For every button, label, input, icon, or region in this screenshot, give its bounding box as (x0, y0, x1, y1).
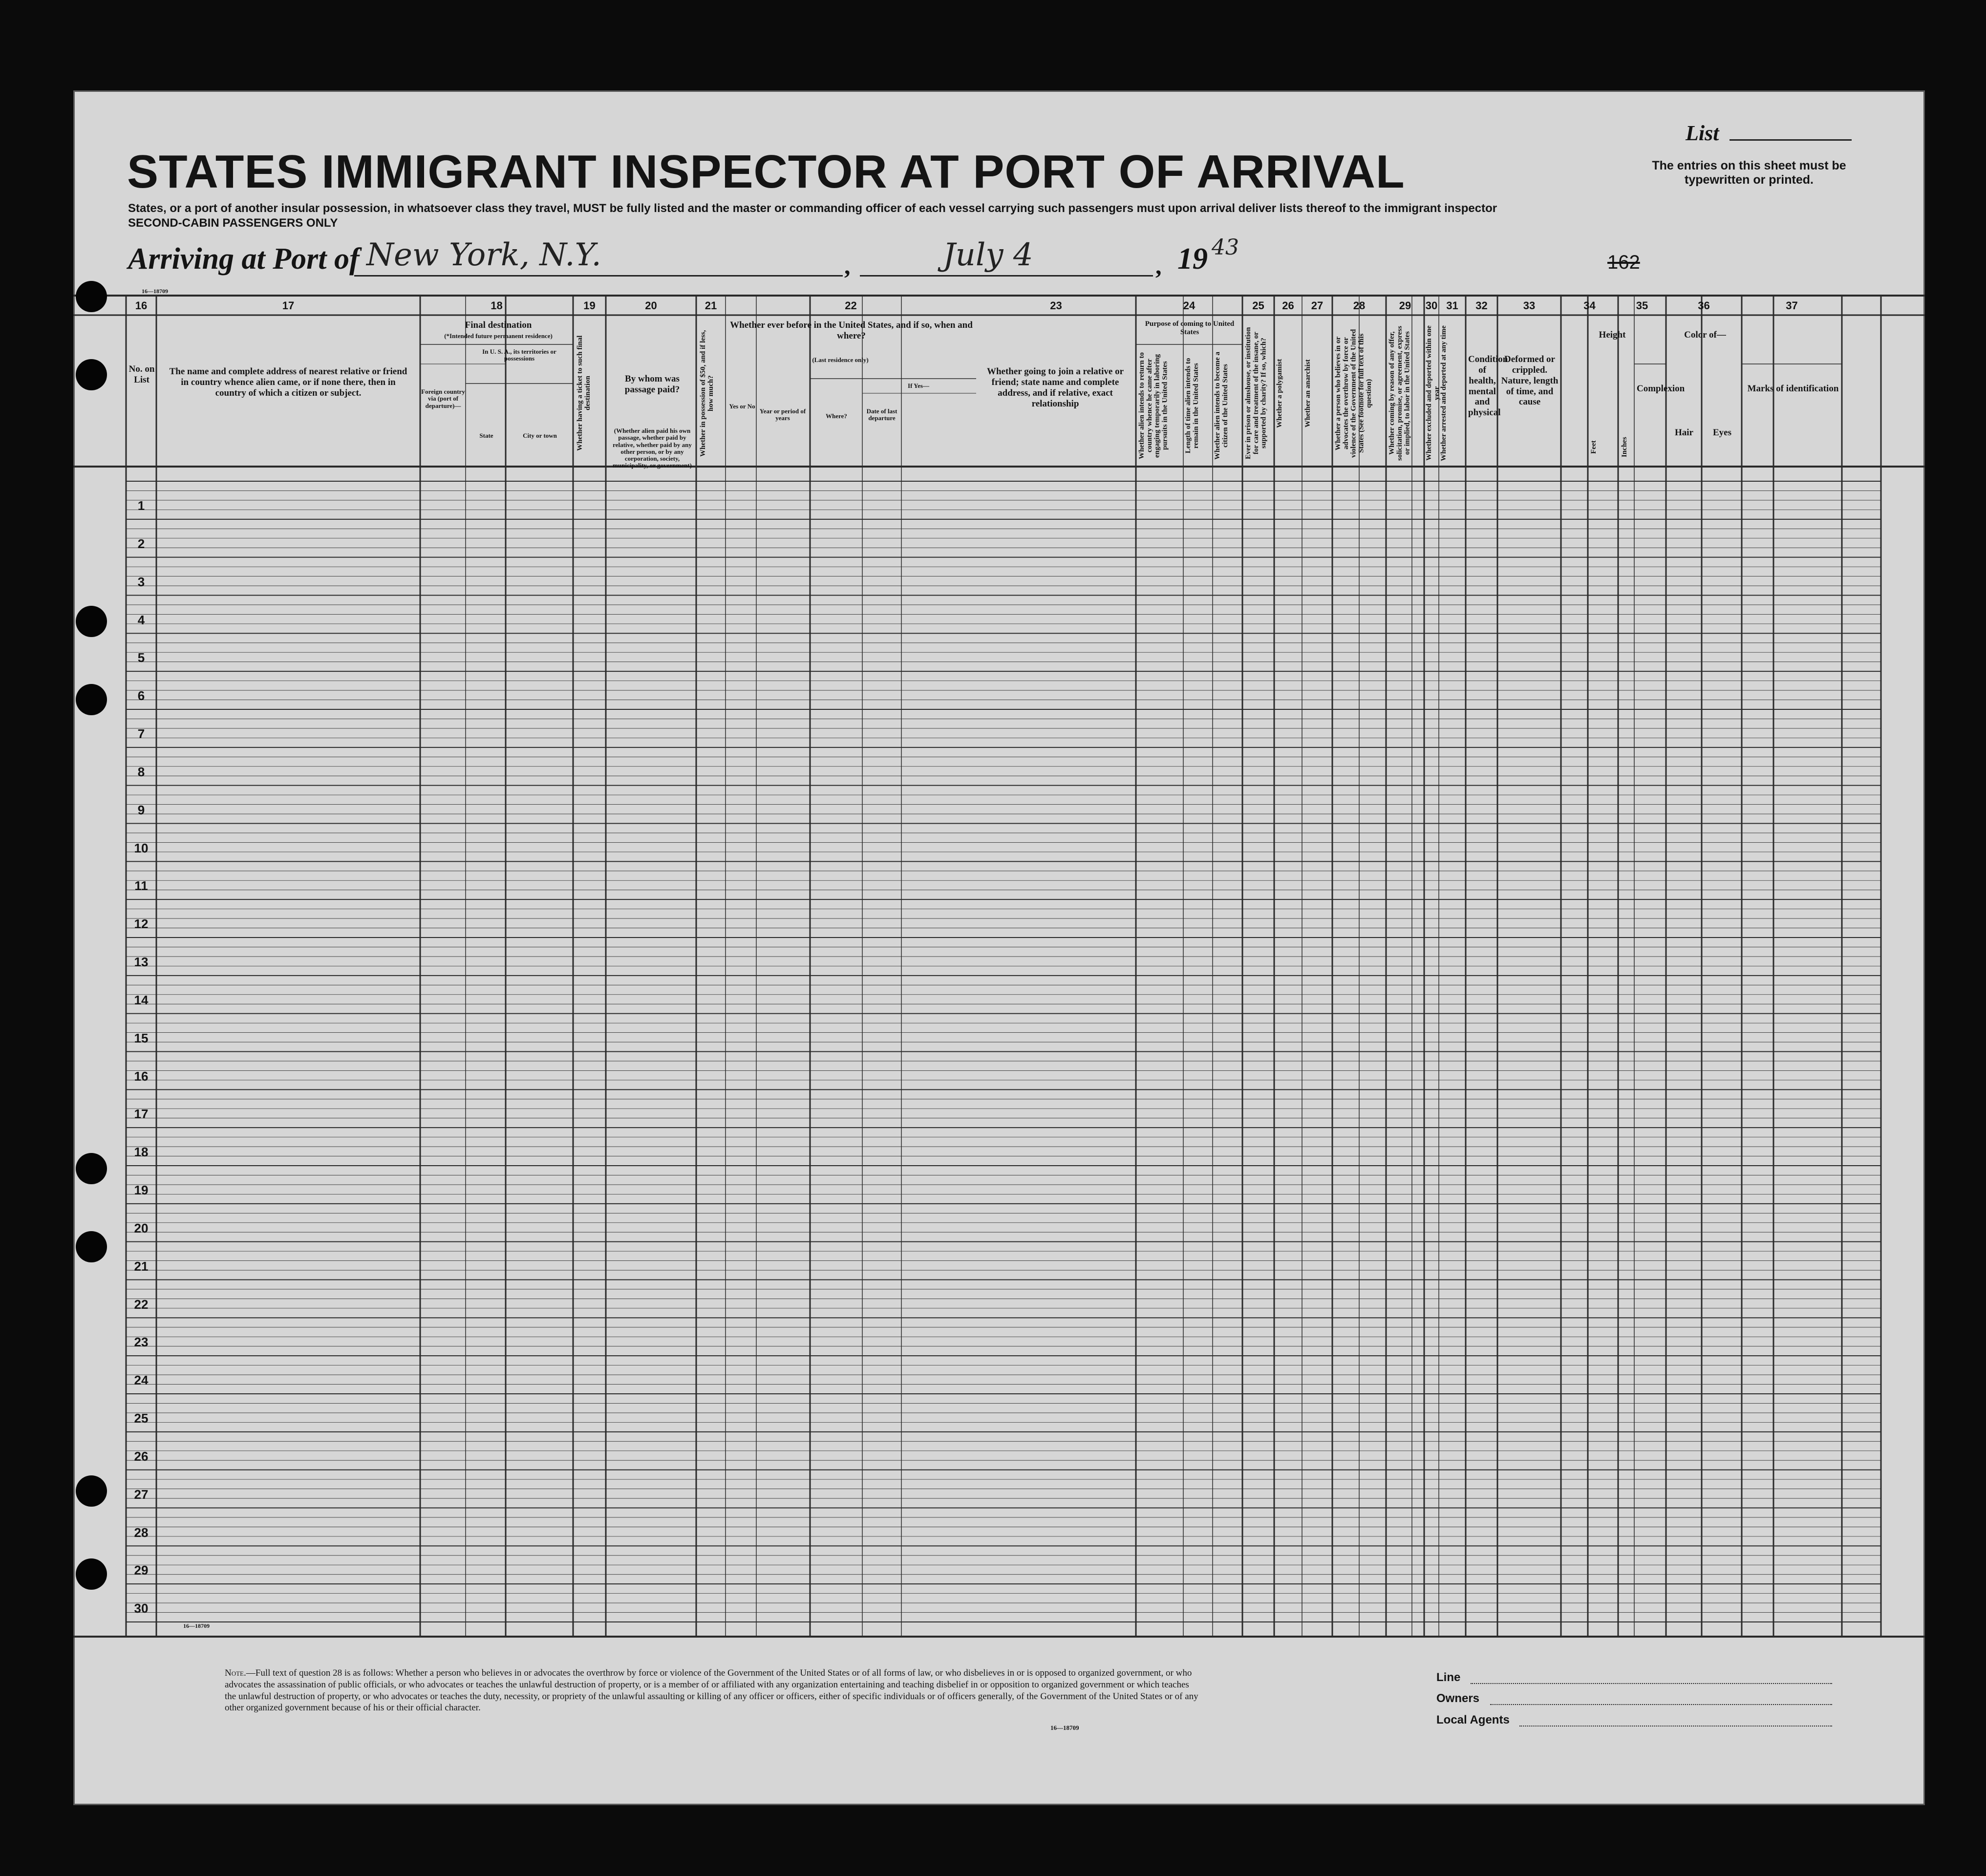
form-code-footer: 16—18709 (1050, 1724, 1079, 1731)
col34-inches: Inches (1621, 437, 1628, 457)
row-number: 18 (134, 1145, 149, 1160)
col17-header: The name and complete address of nearest relative or friend in country whence alien came, or if none there, then in country of which a citizen or subject. (169, 366, 407, 398)
punch-hole (76, 606, 107, 637)
row-number: 8 (137, 764, 145, 779)
list-line (1730, 139, 1852, 141)
col20-header: By whom was passage paid? (624, 374, 680, 395)
row-number: 21 (134, 1258, 149, 1274)
column-number-24: 24 (1183, 299, 1196, 312)
col22-ifyes: If Yes— (908, 382, 929, 389)
punch-hole (76, 1558, 107, 1590)
col18-header: Final destination (465, 320, 532, 330)
instruction-text: States, or a port of another insular possession, in whatsoever class they travel, MUST be fully listed and the master or commanding officer of each vessel carrying such passengers must upon arrival deliver lists thereof to the immigrant inspector (128, 202, 1497, 215)
comma-2: , (1155, 252, 1162, 279)
port-handwritten: New York, N.Y. (366, 237, 601, 273)
row-number: 1 (137, 498, 145, 513)
row-number: 24 (134, 1373, 149, 1388)
col29-header: Whether coming by reason of any offer, solicitation, promise, or agreement, express or implied, to labor in the United States (1388, 326, 1411, 461)
col22-yesno: Yes or No (729, 403, 755, 410)
owners-label: Owners (1436, 1692, 1480, 1705)
col24-header: Purpose of coming to United States (1145, 320, 1235, 336)
column-number-16: 16 (135, 299, 148, 312)
punch-hole (76, 281, 107, 312)
column-number-30: 30 (1425, 299, 1438, 312)
form-code-top: 16—18709 (142, 288, 168, 295)
column-number-21: 21 (705, 299, 717, 312)
column-number-18: 18 (491, 299, 503, 312)
column-number-37: 37 (1786, 299, 1798, 312)
col33-header: Deformed or crippled. Nature, length of time, and cause (1501, 354, 1559, 407)
punch-hole (76, 1153, 107, 1184)
col18-usa: In U. S. A., its territories or possessions (482, 348, 556, 362)
list-label: List (1686, 121, 1719, 145)
row-number: 6 (137, 688, 145, 704)
row-number: 22 (134, 1297, 149, 1312)
col37-header: Marks of identification (1747, 384, 1839, 394)
col22-subheader: (Last residence only) (812, 356, 869, 363)
col20-subheader: (Whether alien paid his own passage, whether paid by relative, whether paid by any other person, or by any corporation, society, municipality, or government) (613, 427, 692, 469)
column-number-35: 35 (1636, 299, 1648, 312)
col16-header: No. on List (128, 364, 155, 385)
row-number: 10 (134, 840, 149, 855)
col36-header: Color of— (1684, 330, 1726, 340)
row-number: 13 (134, 955, 149, 970)
column-number-36: 36 (1698, 299, 1710, 312)
column-number-22: 22 (845, 299, 857, 312)
column-number-19: 19 (583, 299, 596, 312)
year-handwritten: 43 (1212, 235, 1239, 260)
row-number: 25 (134, 1411, 149, 1426)
form-code-bottom: 16—18709 (183, 1622, 210, 1629)
column-number-25: 25 (1252, 299, 1264, 312)
column-number-17: 17 (282, 299, 295, 312)
column-number-20: 20 (645, 299, 657, 312)
local-agents-label: Local Agents (1436, 1713, 1510, 1727)
col34-header: Height (1599, 330, 1626, 340)
row-number: 15 (134, 1030, 149, 1045)
row-number: 19 (134, 1183, 149, 1198)
comma-1: , (844, 252, 851, 279)
column-number-31: 31 (1446, 299, 1458, 312)
row-number: 26 (134, 1449, 149, 1464)
arriving-label: Arriving at Port of (128, 242, 360, 276)
row-number: 2 (137, 536, 145, 551)
row-number: 14 (134, 992, 149, 1007)
column-number-27: 27 (1311, 299, 1324, 312)
col25-header: Ever in prison or almshouse, or institution for care and treatment of the insane, or supported by charity? If so, which? (1244, 327, 1268, 460)
col30-header: Whether excluded and deported within one year (1425, 325, 1441, 461)
row-number: 28 (134, 1525, 149, 1540)
col24-a: Whether alien intends to return to country whence he came after engaging temporarily in laboring pursuits in the United States (1138, 352, 1169, 460)
col36-hair: Hair (1675, 427, 1693, 438)
entries-note: The entries on this sheet must be typewritten or printed. (1652, 159, 1846, 187)
row-number: 29 (134, 1563, 149, 1578)
col22-date: Date of last departure (866, 407, 897, 422)
row-number: 5 (137, 650, 145, 665)
col22-where: Where? (826, 412, 847, 420)
footnote-text: Note.—Full text of question 28 is as follows: Whether a person who believes in or advocates the overthrow by force or violence of the Government of the United States or of all forms of law, or who disbelieves in or is opposed to organized government, or who advocates the assassination of public officials, or who advocates or teaches the unlawful destruction of property, or is a member of or affiliated with any organization entertaining and teaching disbelief in or opposition to organized government or which teaches the unlawful destruction of property, or who advocates or teaches the duty, necessity, or propriety of the unlawful assaulting or killing of any officer or officers, either of specific individuals or of officers generally, of the Government of the United States or of any other organized government because of his or their official character. (225, 1668, 1198, 1713)
punch-hole (76, 684, 107, 715)
punch-hole (76, 359, 107, 390)
column-number-33: 33 (1523, 299, 1536, 312)
page-title: STATES IMMIGRANT INSPECTOR AT PORT OF ARRIVAL (127, 146, 1405, 198)
col26-header: Whether a polygamist (1276, 359, 1283, 428)
column-number-32: 32 (1475, 299, 1488, 312)
col22-header: Whether ever before in the United States, and if so, when and where? (730, 320, 973, 341)
col28-header: Whether a person who believes in or advocates the overthrow by force or violence of the Government of the United States (See footnote for full text of this question) (1334, 329, 1373, 458)
form-grid (73, 90, 1925, 1805)
row-number: 27 (134, 1487, 149, 1502)
punch-hole (76, 1231, 107, 1262)
column-number-26: 26 (1282, 299, 1294, 312)
row-number: 7 (137, 726, 145, 742)
line-field (1471, 1683, 1832, 1684)
row-number: 20 (134, 1220, 149, 1236)
row-number: 23 (134, 1335, 149, 1350)
col23-header: Whether going to join a relative or friend; state name and complete address, and if relative, exact relationship (986, 366, 1124, 409)
row-number: 30 (134, 1601, 149, 1616)
col31-header: Whether arrested and deported at any time (1440, 325, 1448, 461)
line-label: Line (1436, 1671, 1461, 1684)
col24-b: Length of time alien intends to remain in the United States (1184, 358, 1200, 454)
column-number-28: 28 (1353, 299, 1366, 312)
column-number-34: 34 (1583, 299, 1596, 312)
column-number-23: 23 (1050, 299, 1062, 312)
agents-field (1519, 1726, 1832, 1727)
col18-foreign: Foreign country via (port of departure)— (421, 388, 465, 409)
row-number: 4 (137, 612, 145, 627)
class-line: SECOND-CABIN PASSENGERS ONLY (128, 216, 338, 230)
owners-field (1490, 1704, 1832, 1705)
col35-header: Complexion (1637, 384, 1685, 394)
manifest-sheet (73, 90, 1925, 1805)
row-number: 16 (134, 1068, 149, 1084)
col34-feet: Feet (1590, 440, 1598, 454)
col24-c: Whether alien intends to become a citizen of the United States (1214, 352, 1229, 460)
col18-state: State (479, 432, 493, 439)
col36-eyes: Eyes (1713, 427, 1731, 438)
row-number: 3 (137, 574, 145, 589)
date-handwritten: July 4 (943, 237, 1033, 273)
row-number: 12 (134, 917, 149, 932)
page-number: 162 (1607, 252, 1640, 273)
row-number: 9 (137, 802, 145, 817)
col22-period: Year or period of years (759, 407, 806, 422)
column-number-29: 29 (1399, 299, 1411, 312)
punch-hole (76, 1475, 107, 1507)
port-line (354, 275, 843, 277)
col18-city: City or town (523, 432, 557, 439)
row-number: 17 (134, 1107, 149, 1122)
date-line (860, 275, 1153, 277)
col19-header: Whether having a ticket to such final destination (576, 335, 592, 451)
col21-header: Whether in possession of $50, and if less, how much? (699, 330, 715, 457)
col27-header: Whether an anarchist (1304, 359, 1312, 427)
row-number: 11 (134, 878, 148, 894)
col32-header: Condition of health, mental and physical (1468, 354, 1508, 418)
year-prefix: 19 (1177, 242, 1208, 276)
col18-subheader: (*Intended future permanent residence) (444, 332, 553, 340)
